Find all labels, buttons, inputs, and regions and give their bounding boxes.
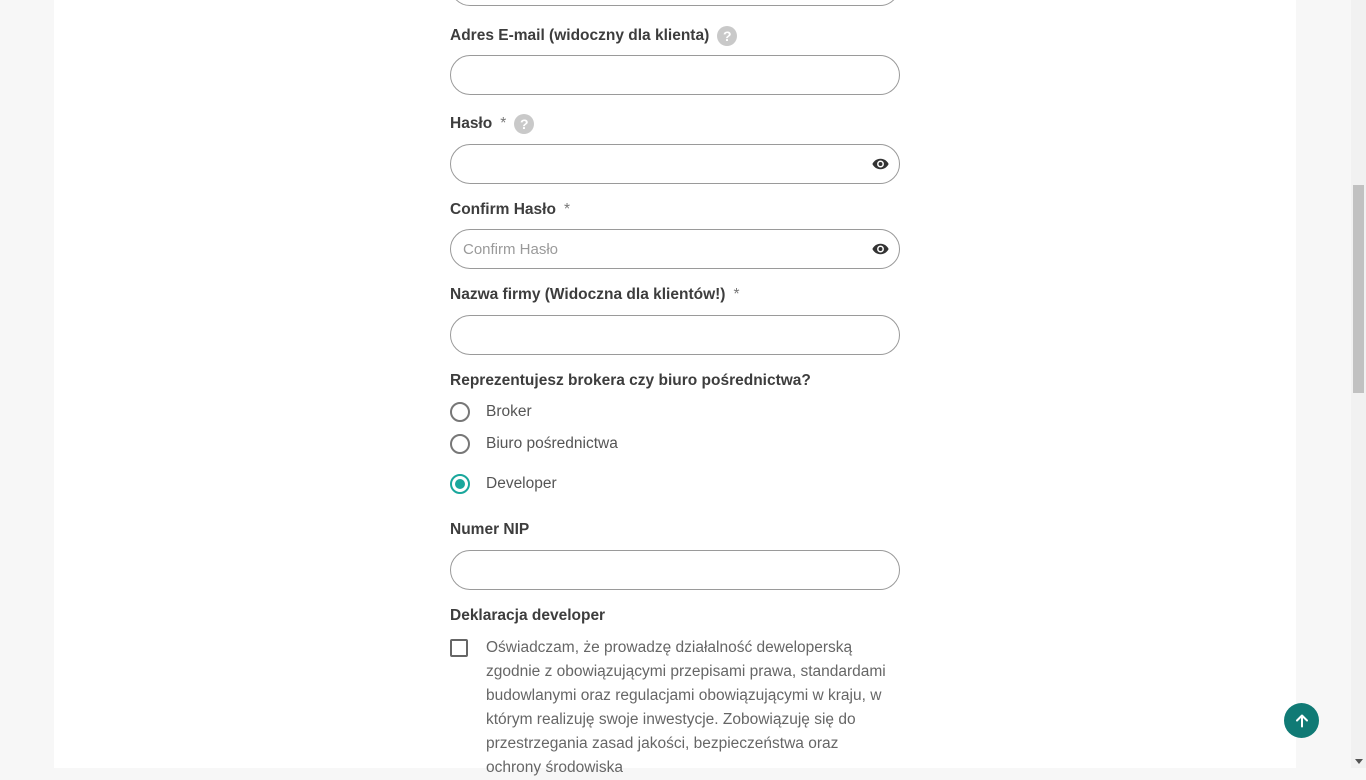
declaration-title-row — [450, 605, 605, 627]
company-label: Nazwa firmy (Widoczna dla klientów!) — [450, 286, 726, 303]
page-content — [54, 0, 1296, 776]
help-icon[interactable]: ? — [514, 114, 534, 134]
password-label-row — [450, 113, 534, 135]
nip-label: Numer NIP — [450, 521, 530, 538]
eye-icon[interactable] — [871, 240, 890, 258]
required-mark: * — [733, 286, 740, 303]
email-field-wrapper — [450, 55, 900, 95]
nip-field[interactable] — [450, 550, 900, 590]
password-field-wrapper — [450, 144, 900, 184]
radio-button[interactable] — [450, 402, 470, 422]
vertical-scrollbar[interactable] — [1351, 0, 1366, 768]
email-field[interactable] — [450, 55, 900, 95]
scroll-down-arrow-icon[interactable] — [1355, 759, 1363, 764]
confirm-password-field[interactable] — [450, 229, 900, 269]
declaration-title: Deklaracja developer — [450, 607, 606, 624]
nip-label-row — [450, 519, 529, 541]
arrow-up-icon — [1294, 713, 1310, 729]
scrollbar-thumb[interactable] — [1353, 185, 1364, 393]
radio-option-developer[interactable] — [450, 472, 557, 496]
required-mark: * — [500, 115, 507, 132]
previous-field-input[interactable] — [450, 0, 900, 6]
radio-label: Broker — [486, 403, 532, 420]
company-field-wrapper — [450, 315, 900, 355]
confirm-password-label-row — [450, 199, 570, 221]
password-field[interactable] — [450, 144, 900, 184]
email-label-row — [450, 25, 737, 47]
confirm-password-field-wrapper — [450, 229, 900, 269]
confirm-password-label: Confirm Hasło — [450, 201, 556, 218]
eye-icon[interactable] — [871, 155, 890, 173]
radio-button-selected[interactable] — [450, 474, 470, 494]
company-field[interactable] — [450, 315, 900, 355]
email-label: Adres E-mail (widoczny dla klienta) — [450, 27, 710, 44]
representation-question-text: Reprezentujesz brokera czy biuro pośrednictwa? — [450, 372, 811, 389]
help-icon[interactable]: ? — [717, 26, 737, 46]
password-label: Hasło — [450, 115, 493, 132]
declaration-text: Oświadczam, że prowadzę działalność deweloperską zgodnie z obowiązującymi przepisami prawa, standardami budowlanymi oraz regulacjami obowiązującymi w kraju, w którym realizuję swoje inwestycje. Zobowiązuję się do przestrzegania zasad jakości, bezpieczeństwa oraz ochrony środowiska — [486, 639, 886, 776]
radio-option-broker[interactable] — [450, 400, 532, 424]
radio-label: Developer — [486, 475, 557, 492]
radio-label: Biuro pośrednictwa — [486, 435, 618, 452]
declaration-checkbox-row[interactable] — [450, 636, 900, 780]
radio-button[interactable] — [450, 434, 470, 454]
representation-question — [450, 370, 811, 392]
required-mark: * — [563, 201, 570, 218]
company-label-row — [450, 284, 740, 306]
declaration-checkbox[interactable] — [450, 639, 468, 657]
nip-field-wrapper — [450, 550, 900, 590]
radio-option-biuro[interactable] — [450, 432, 618, 456]
back-to-top-button[interactable] — [1284, 703, 1319, 738]
